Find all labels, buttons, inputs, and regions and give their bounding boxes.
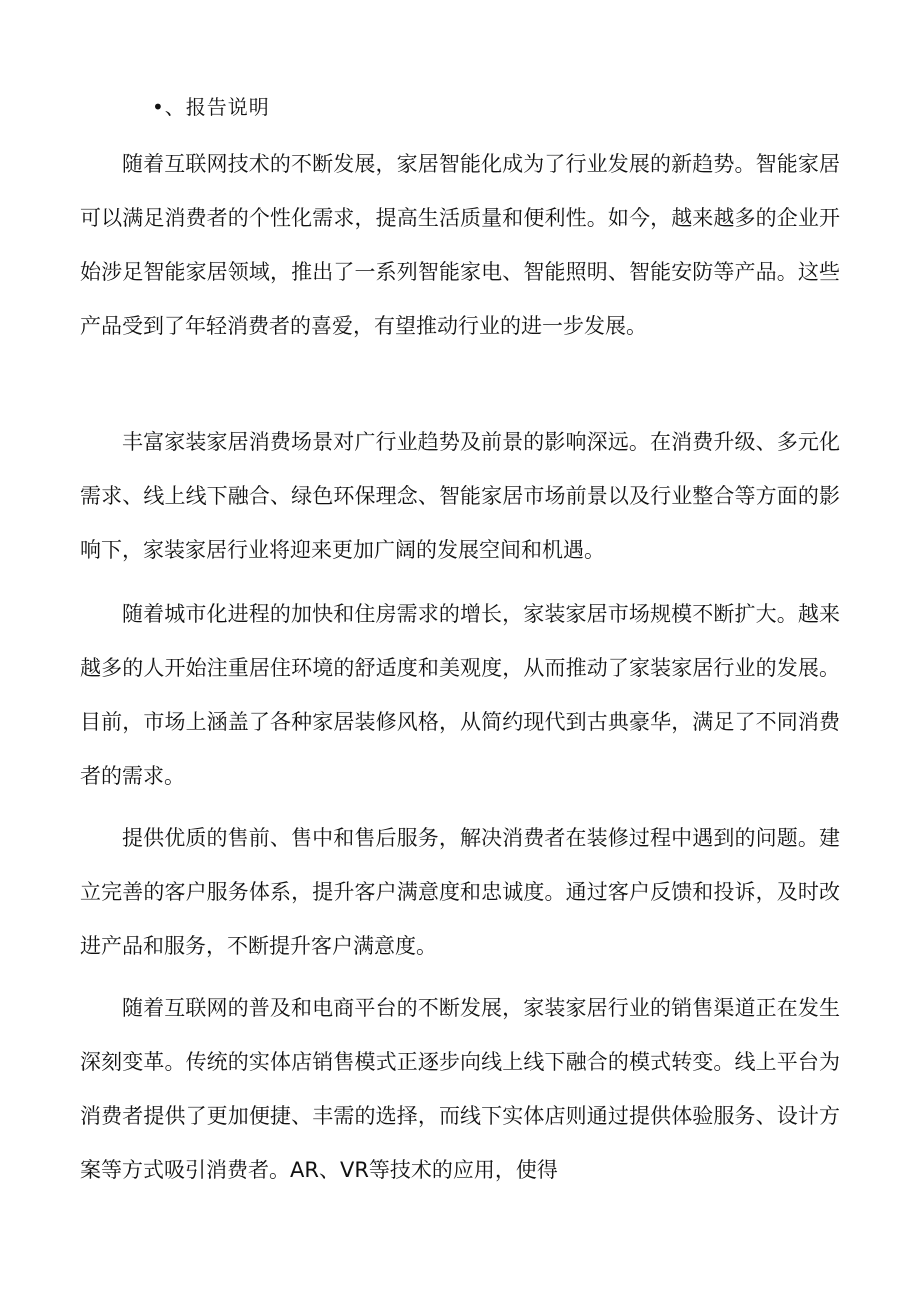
paragraph-4: 提供优质的售前、售中和售后服务，解决消费者在装修过程中遇到的问题。建立完善的客户服务体系，提升客户满意度和忠诚度。通过客户反馈和投诉，及时改进产品和服务，不断提升客户满意度。	[80, 826, 840, 958]
paragraph-3: 随着城市化进程的加快和住房需求的增长，家装家居市场规模不断扩大。越来越多的人开始注重居住环境的舒适度和美观度，从而推动了家装家居行业的发展。目前，市场上涵盖了各种家居装修风格，从简约现代到古典豪华，满足了不同消费者的需求。	[80, 602, 840, 788]
paragraph-1: 随着互联网技术的不断发展，家居智能化成为了行业发展的新趋势。智能家居可以满足消费者的个性化需求，提高生活质量和便利性。如今，越来越多的企业开始涉足智能家居领域，推出了一系列智能家电、智能照明、智能安防等产品。这些产品受到了年轻消费者的喜爱，有望推动行业的进一步发展。	[80, 152, 840, 338]
paragraph-5: 随着互联网的普及和电商平台的不断发展，家装家居行业的销售渠道正在发生深刻变革。传统的实体店销售模式正逐步向线上线下融合的模式转变。线上平台为消费者提供了更加便捷、丰需的选择，而线下实体店则通过提供体验服务、设计方案等方式吸引消费者。AR、VR等技术的应用，使得	[80, 996, 840, 1182]
section-heading: •、报告说明	[152, 95, 270, 119]
paragraph-2: 丰富家装家居消费场景对广行业趋势及前景的影响深远。在消费升级、多元化需求、线上线下融合、绿色环保理念、智能家居市场前景以及行业整合等方面的影响下，家装家居行业将迎来更加广阔的发展空间和机遇。	[80, 430, 840, 562]
